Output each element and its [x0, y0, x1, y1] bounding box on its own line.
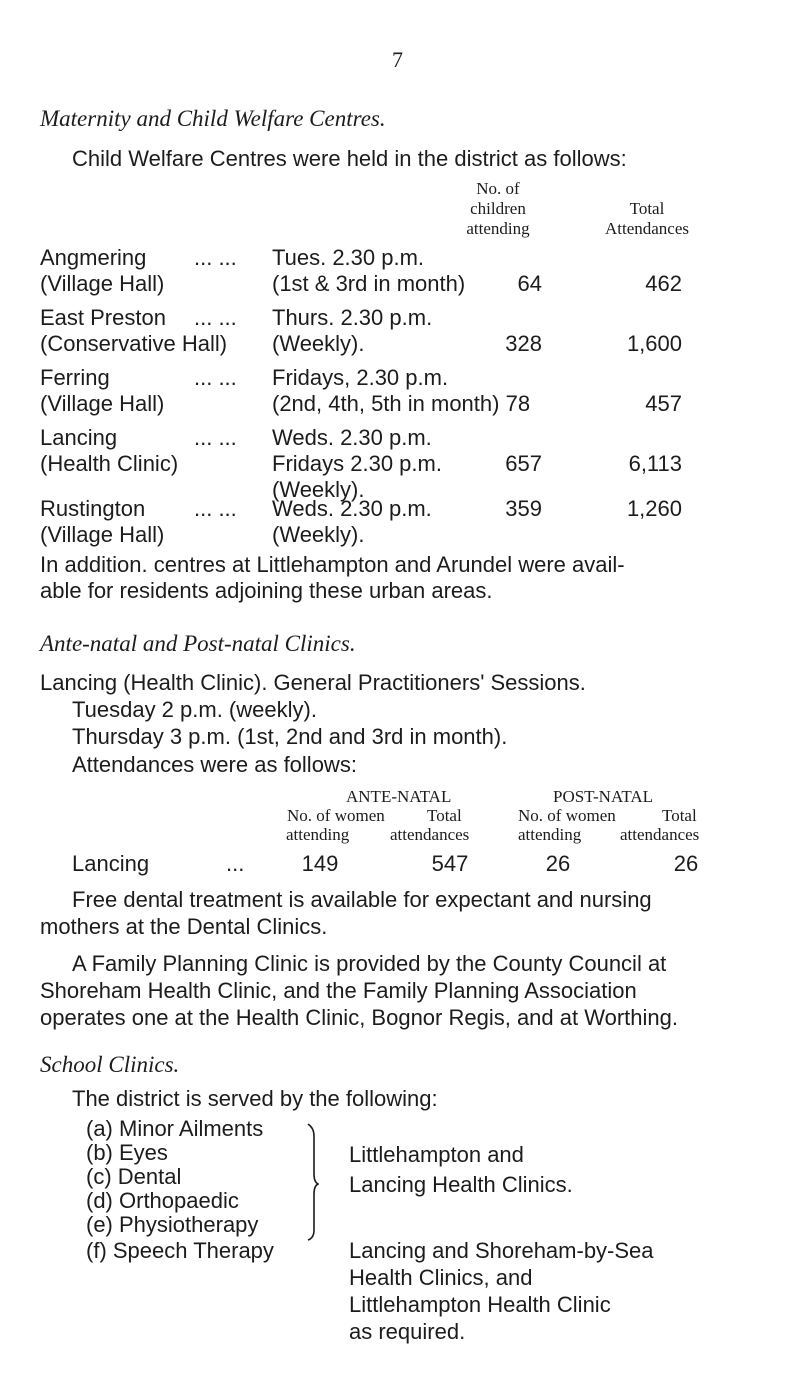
session-frequency: (1st & 3rd in month) — [272, 271, 466, 296]
antenatal-line-3: Thursday 3 p.m. (1st, 2nd and 3rd in month). — [72, 724, 508, 749]
section-heading-school: School Clinics. — [40, 1052, 180, 1077]
dental-line-2: mothers at the Dental Clinics. — [40, 914, 328, 939]
total-attendances: 6,113 — [628, 451, 682, 476]
sub-header-women-post: No. of women — [518, 806, 616, 825]
family-line-2: Shoreham Health Clinic, and the Family Planning Association — [40, 978, 637, 1003]
section-heading-antenatal: Ante-natal and Post-natal Clinics. — [40, 631, 356, 656]
antenatal-line-4: Attendances were as follows: — [72, 752, 357, 777]
school-intro: The district is served by the following: — [72, 1086, 438, 1111]
family-line-1: A Family Planning Clinic is provided by the County Council at — [72, 951, 667, 976]
post-women-value: 26 — [545, 851, 571, 876]
col-header-total-1: Total — [629, 199, 665, 218]
session-frequency: (Weekly). — [272, 331, 365, 356]
session-time-2: Fridays 2.30 p.m. — [272, 451, 442, 476]
list-item: (b) Eyes — [86, 1140, 168, 1165]
children-count: 359 — [505, 496, 542, 521]
session-frequency: (Weekly). — [272, 522, 365, 547]
group2-line-1: Lancing and Shoreham-by-Sea — [349, 1238, 654, 1263]
list-item: (f) Speech Therapy — [86, 1238, 274, 1263]
dot-leader: ... — [226, 851, 245, 876]
children-count: 657 — [505, 451, 542, 476]
centre-name: Angmering — [40, 245, 147, 270]
post-total-value: 26 — [673, 851, 699, 876]
list-item: (d) Orthopaedic — [86, 1188, 239, 1213]
addition-line-1: In addition. centres at Littlehampton and Arundel were avail- — [40, 552, 625, 577]
group2-line-4: as required. — [349, 1319, 466, 1344]
session-frequency: (Weekly). — [272, 477, 365, 502]
sub-header-total-ante: Total — [427, 806, 462, 825]
family-line-3: operates one at the Health Clinic, Bognor Regis, and at Worthing. — [40, 1005, 678, 1030]
group1-line-2: Lancing Health Clinics. — [349, 1172, 573, 1197]
dot-leader: ... ... — [194, 305, 237, 330]
centre-venue: (Health Clinic) — [40, 451, 179, 476]
addition-line-2: able for residents adjoining these urban areas. — [40, 578, 493, 603]
centre-name: Rustington — [40, 496, 146, 521]
sub-header-attending-ante: attending — [286, 825, 350, 844]
centre-venue: (Village Hall) — [40, 391, 165, 416]
page-number: 7 — [392, 47, 403, 72]
group-header-postnatal: POST-NATAL — [553, 787, 654, 806]
list-item: (e) Physiotherapy — [86, 1212, 259, 1237]
group-header-antenatal: ANTE-NATAL — [346, 787, 452, 806]
centre-venue: (Village Hall) — [40, 271, 165, 296]
session-time: Fridays, 2.30 p.m. — [272, 365, 449, 390]
session-frequency: (2nd, 4th, 5th in month) 78 — [272, 391, 531, 416]
total-attendances: 1,260 — [626, 496, 682, 521]
dot-leader: ... ... — [194, 365, 237, 390]
list-item: (c) Dental — [86, 1164, 182, 1189]
session-time: Thurs. 2.30 p.m. — [272, 305, 433, 330]
antenatal-line-1: Lancing (Health Clinic). General Practitioners' Sessions. — [40, 670, 586, 695]
centre-name: Ferring — [40, 365, 110, 390]
children-count: 328 — [505, 331, 542, 356]
col-header-children-1: No. of — [476, 179, 520, 198]
grouping-bracket — [305, 1122, 319, 1242]
sub-header-total-post: Total — [662, 806, 697, 825]
dot-leader: ... ... — [194, 245, 237, 270]
dental-line-1: Free dental treatment is available for expectant and nursing — [72, 887, 652, 912]
group1-line-1: Littlehampton and — [349, 1142, 524, 1167]
col-header-children-2: children — [470, 199, 526, 218]
session-time: Weds. 2.30 p.m. — [272, 425, 432, 450]
total-attendances: 1,600 — [626, 331, 682, 356]
centre-name: East Preston — [40, 305, 166, 330]
ante-women-value: 149 — [301, 851, 339, 876]
sub-header-women-ante: No. of women — [287, 806, 385, 825]
sub-header-attendances-post: attendances — [620, 825, 700, 844]
total-attendances: 457 — [645, 391, 682, 416]
centre-name: Lancing — [40, 425, 118, 450]
dot-leader: ... ... — [194, 425, 237, 450]
intro-text: Child Welfare Centres were held in the district as follows: — [72, 146, 627, 171]
list-item: (a) Minor Ailments — [86, 1116, 264, 1141]
centre-venue: (Village Hall) — [40, 522, 165, 547]
session-time: Weds. 2.30 p.m. — [272, 496, 432, 521]
children-count: 64 — [517, 271, 542, 296]
section-heading-maternity: Maternity and Child Welfare Centres. — [40, 106, 386, 131]
clinic-name: Lancing — [72, 851, 150, 876]
col-header-children-3: attending — [466, 219, 530, 238]
group2-line-2: Health Clinics, and — [349, 1265, 533, 1290]
dot-leader: ... ... — [194, 496, 237, 521]
antenatal-line-2: Tuesday 2 p.m. (weekly). — [72, 697, 317, 722]
session-time: Tues. 2.30 p.m. — [272, 245, 425, 270]
ante-total-value: 547 — [431, 851, 469, 876]
sub-header-attending-post: attending — [518, 825, 582, 844]
sub-header-attendances-ante: attendances — [390, 825, 470, 844]
group2-line-3: Littlehampton Health Clinic — [349, 1292, 611, 1317]
col-header-total-2: Attendances — [604, 219, 690, 238]
centre-venue: (Conservative Hall) — [40, 331, 228, 356]
total-attendances: 462 — [645, 271, 682, 296]
